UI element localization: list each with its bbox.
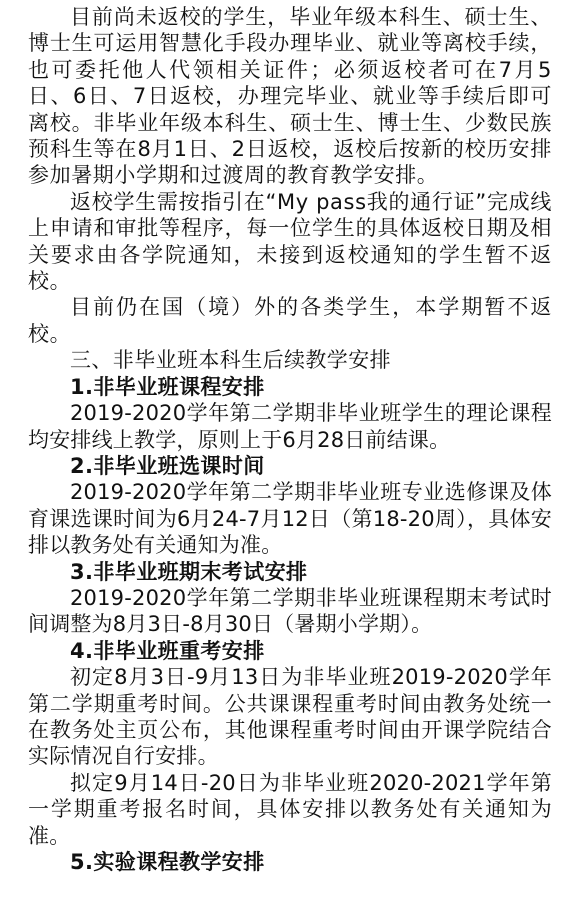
paragraph-course-selection: 2019-2020学年第二学期非毕业班专业选修课及体育课选课时间为6月24-7月12日（第18-20周），具体安排以教务处有关通知为准。: [28, 480, 552, 558]
heading-retake-exams: 4.非毕业班重考安排: [70, 638, 265, 663]
paragraph-overseas-students: 目前仍在国（境）外的各类学生，本学期暂不返校。: [28, 295, 552, 346]
paragraph-mypass-instructions: 返校学生需按指引在“My pass我的通行证”完成线上申请和审批等程序，每一位学生的具体返校日期及相关要求由各学院通知，未接到返校通知的学生暂不返校。: [28, 189, 552, 294]
heading-course-selection: 2.非毕业班选课时间: [70, 453, 265, 478]
heading-final-exams: 3.非毕业班期末考试安排: [70, 559, 308, 584]
paragraph-course-arrangement: 2019-2020学年第二学期非毕业班学生的理论课程均安排线上教学，原则上于6月28日前结课。: [28, 401, 552, 452]
heading-lab-courses: 5.实验课程教学安排: [70, 850, 265, 874]
section-three-title: 三、非毕业班本科生后续教学安排: [70, 348, 391, 373]
heading-course-arrangement: 1.非毕业班课程安排: [70, 374, 265, 399]
paragraph-unreturned-students: 目前尚未返校的学生，毕业年级本科生、硕士生、博士生可运用智慧化手段办理毕业、就业等离校手续，也可委托他人代领相关证件；必须返校者可在7月5日、6日、7日返校，办理完毕业、就业等手续后即可离校。非毕业年级本科生、硕士生、博士生、少数民族预科生等在8月1日、2日返校，返校后按新的校历安排参加暑期小学期和过渡周的教育教学安排。: [28, 5, 552, 188]
paragraph-final-exams: 2019-2020学年第二学期非毕业班课程期末考试时间调整为8月3日-8月30日（暑期小学期）。: [28, 585, 552, 637]
paragraph-retake-registration: 拟定9月14日-20日为非毕业班2020-2021学年第一学期重考报名时间，具体安排以教务处有关通知为准。: [28, 770, 552, 848]
paragraph-retake-exams: 初定8月3日-9月13日为非毕业班2019-2020学年第二学期重考时间。公共课课程重考时间由教务处统一在教务处主页公布，其他课程重考时间由开课学院结合实际情况自行安排。: [28, 665, 552, 769]
